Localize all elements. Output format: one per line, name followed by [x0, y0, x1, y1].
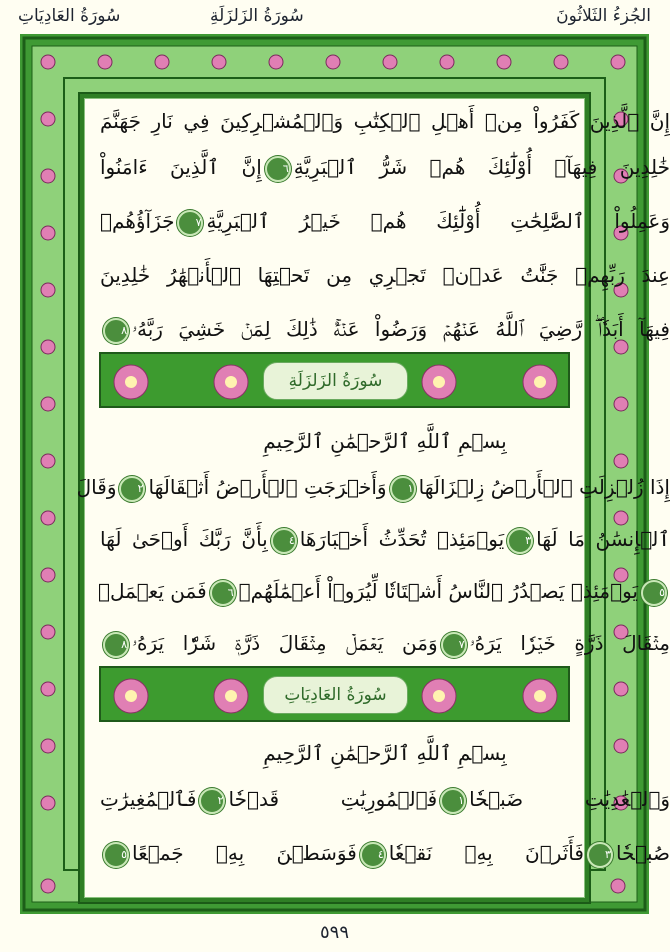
border-flower-icon — [41, 625, 55, 639]
basmala-1: بِسۡمِ ٱللَّهِ ٱلرَّحۡمَٰنِ ٱلرَّحِيمِ — [263, 429, 507, 453]
border-flower-icon — [41, 169, 55, 183]
ayah-marker: ٢ — [119, 476, 145, 502]
ayah-marker: ٦ — [265, 156, 291, 182]
text-line-6: إِذَا زُلۡزِلَتِ ٱلۡأَرۡضُ زِلۡزَالَهَا١وَأَخۡرَجَتِ ٱلۡأَرۡضُ أَثۡقَالَهَا٢وَقَالَ — [100, 464, 670, 510]
ayah-marker: ٦ — [210, 580, 236, 606]
text-line-4: عِندَ رَبِّهِمۡ جَنَّٰتُ عَدۡنٖ تَجۡرِي مِن تَحۡتِهَا ٱلۡأَنۡهَٰرُ خَٰلِدِينَ — [100, 263, 670, 287]
border-flower-icon — [155, 55, 169, 69]
text-line-3: وَعَمِلُواْ ٱلصَّٰلِحَٰتِ أُوْلَٰٓئِكَ هُمۡ خَيۡرُ ٱلۡبَرِيَّةِ٧جَزَآؤُهُمۡ — [100, 198, 670, 244]
border-flower-icon — [98, 55, 112, 69]
ayah-marker: ٤ — [271, 528, 297, 554]
border-flower-icon — [41, 568, 55, 582]
ayah-marker: ١ — [390, 476, 416, 502]
text-line-5: فِيهَآ أَبَدٗاۖ رَّضِيَ ٱللَّهُ عَنۡهُمۡ وَرَضُواْ عَنۡهُۚ ذَٰلِكَ لِمَنۡ خَشِيَ رَبَّهُۥ٨ — [100, 306, 670, 352]
text-line-2: خَٰلِدِينَ فِيهَآۚ أُوْلَٰٓئِكَ هُمۡ شَرُّ ٱلۡبَرِيَّةِ٦إِنَّ ٱلَّذِينَ ءَامَنُواْ — [100, 144, 670, 190]
border-flower-icon — [41, 226, 55, 240]
border-flower-icon — [41, 55, 55, 69]
ayah-marker: ٢ — [199, 788, 225, 814]
surah-header-current: سُورَةُ الزَلزَلَةِ — [210, 6, 304, 26]
border-flower-icon — [212, 55, 226, 69]
text-line-9: مِثۡقَالَ ذَرَّةٍ خَيۡرٗا يَرَهُۥ٧وَمَن يَعۡمَلۡ مِثۡقَالَ ذَرَّةٖ شَرّٗا يَرَهُۥ٨ — [100, 620, 670, 666]
ayah-marker: ٧ — [177, 210, 203, 236]
border-flower-icon — [41, 283, 55, 297]
ayah-marker: ٨ — [103, 318, 129, 344]
rosette-icon — [520, 676, 560, 716]
ayah-marker: ٧ — [441, 632, 467, 658]
ayah-marker: ٣ — [507, 528, 533, 554]
text-line-7: ٱلۡإِنسَٰنُ مَا لَهَا٣يَوۡمَئِذٖ تُحَدِّثُ أَخۡبَارَهَا٤بِأَنَّ رَبَّكَ أَوۡحَىٰ لَهَا — [100, 516, 670, 562]
border-flower-icon — [41, 796, 55, 810]
rosette-icon — [419, 362, 459, 402]
rosette-icon — [520, 362, 560, 402]
rosette-icon — [419, 676, 459, 716]
text-line-8: ٥يَوۡمَئِذٖ يَصۡدُرُ ٱلنَّاسُ أَشۡتَاتٗا لِّيُرَوۡاْ أَعۡمَٰلَهُمۡ٦فَمَن يَعۡمَلۡ — [100, 568, 670, 614]
ayah-marker: ٥ — [641, 580, 667, 606]
ayah-marker: ٤ — [360, 842, 386, 868]
text-line-11: صُبۡحٗا٣فَأَثَرۡنَ بِهِۦ نَقۡعٗا٤فَوَسَطۡنَ بِهِۦ جَمۡعًا٥ — [100, 830, 670, 876]
surah-title-banner-zalzalah — [99, 352, 570, 408]
border-flower-icon — [614, 682, 628, 696]
border-flower-icon — [611, 879, 625, 893]
juz-header: الجُزءُ الثَلاثُونَ — [556, 6, 651, 26]
border-flower-icon — [383, 55, 397, 69]
ayah-marker: ٣ — [587, 842, 613, 868]
surah-title: سُورَةُ الزَلزَلَةِ — [263, 362, 408, 400]
border-flower-icon — [41, 112, 55, 126]
border-flower-icon — [41, 397, 55, 411]
basmala-2: بِسۡمِ ٱللَّهِ ٱلرَّحۡمَٰنِ ٱلرَّحِيمِ — [263, 741, 507, 765]
border-flower-icon — [41, 454, 55, 468]
surah-title-banner-adiyat — [99, 666, 570, 722]
surah-title: سُورَةُ العَادِيَاتِ — [263, 676, 408, 714]
ayah-marker: ٥ — [103, 842, 129, 868]
border-flower-icon — [440, 55, 454, 69]
border-flower-icon — [41, 879, 55, 893]
text-line-10: وَٱلۡعَٰدِيَٰتِ ضَبۡحٗا١فَٱلۡمُورِيَٰتِ قَدۡحٗا٢فَٱلۡمُغِيرَٰتِ — [100, 776, 670, 822]
border-flower-icon — [554, 55, 568, 69]
page-number: ٥٩٩ — [319, 922, 349, 943]
rosette-icon — [211, 362, 251, 402]
text-line-1: إِنَّ ٱلَّذِينَ كَفَرُواْ مِنۡ أَهۡلِ ٱلۡكِتَٰبِ وَٱلۡمُشۡرِكِينَ فِي نَارِ جَهَنَّمَ — [100, 109, 670, 133]
rosette-icon — [111, 362, 151, 402]
border-flower-icon — [497, 55, 511, 69]
border-flower-icon — [41, 739, 55, 753]
border-flower-icon — [41, 340, 55, 354]
rosette-icon — [111, 676, 151, 716]
border-flower-icon — [269, 55, 283, 69]
border-flower-icon — [611, 55, 625, 69]
border-flower-icon — [41, 682, 55, 696]
rosette-icon — [211, 676, 251, 716]
ayah-marker: ٨ — [103, 632, 129, 658]
border-flower-icon — [326, 55, 340, 69]
ayah-marker: ١ — [440, 788, 466, 814]
border-flower-icon — [614, 397, 628, 411]
surah-header-next: سُورَةُ العَادِيَاتِ — [18, 6, 121, 26]
border-flower-icon — [41, 511, 55, 525]
